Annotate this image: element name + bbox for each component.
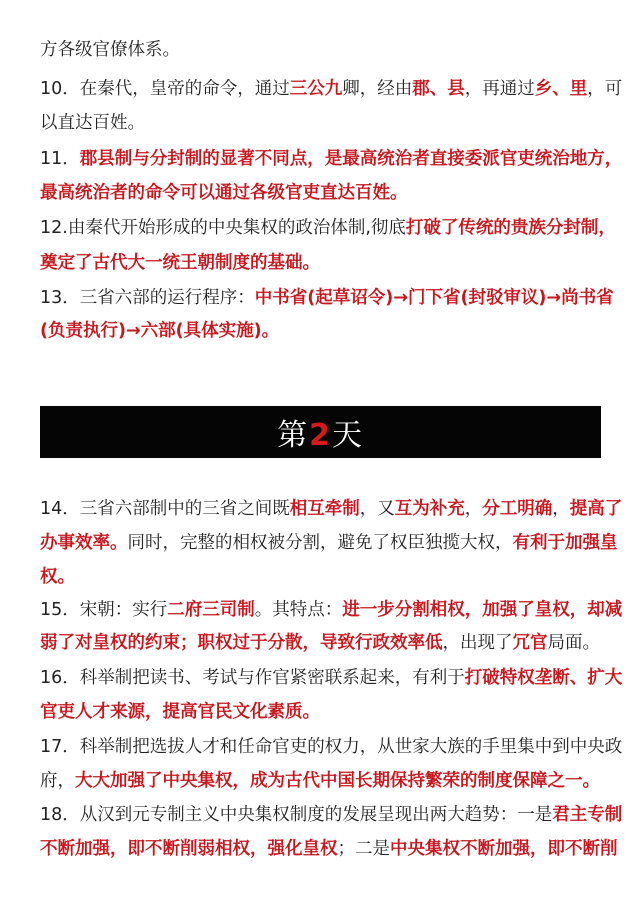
text-run: 13．三省六部的运行程序： (40, 288, 255, 308)
day-banner (40, 406, 601, 458)
highlight-text: 打破特权垄断、扩大 (464, 668, 623, 688)
item-16-line-2 (40, 701, 605, 723)
highlight-text: 大大加强了中央集权，成为古代中国长期保持繁荣的制度保障之一。 (75, 771, 600, 791)
text-run: 10．在秦代，皇帝的命令，通过 (40, 79, 290, 99)
highlight-text: 最高统治者的命令可以通过各级官吏直达百姓。 (40, 183, 408, 203)
item-15-line-2 (40, 632, 605, 654)
highlight-text: 冗官 (512, 633, 548, 653)
highlight-text: 中央集权不断加强，即不断削 (390, 839, 618, 859)
item-18-line-1 (40, 804, 623, 826)
highlight-text: 官吏人才来源，提高官民文化素质。 (40, 702, 320, 722)
highlight-text: 打破了传统的贵族分封制， (405, 218, 616, 238)
highlight-text: 提高了 (569, 499, 623, 519)
text-run: 17．科举制把选拔人才和任命官吏的权力，从世家大族的手里集中到中央政 (40, 737, 623, 757)
highlight-text: (负责执行)→六部(具体实施)。 (40, 321, 280, 341)
text-run: 局面。 (547, 633, 600, 653)
highlight-text: 进一步分割相权，加强了皇权，却减 (342, 600, 623, 620)
highlight-text: 分工明确 (482, 499, 553, 519)
text-run: 15．宋朝：实行 (40, 600, 168, 620)
item-14-line-2 (40, 532, 618, 554)
item-13-line-1 (40, 287, 614, 309)
text-run: ；二是 (337, 839, 390, 859)
highlight-text: 办事效率。 (40, 533, 128, 553)
highlight-text: 中书省(起草诏令)→门下省(封驳审议)→尚书省 (254, 288, 614, 308)
text-run: 卿，经由 (342, 79, 413, 99)
highlight-text: 郡县制与分封制的显著不同点，是最高统治者直接委派官吏统治地方， (79, 149, 623, 169)
highlight-text: 二府三司制 (167, 600, 255, 620)
text-run: 14．三省六部制中的三省之间既 (40, 499, 290, 519)
text-run: ，再通过 (464, 79, 535, 99)
item-18-line-2 (40, 838, 618, 860)
highlight-text: 奠定了古代大一统王朝制度的基础。 (40, 253, 320, 273)
day-number: 2 (309, 418, 332, 453)
item-11-line-1 (40, 148, 623, 170)
day-prefix: 第 (277, 418, 310, 453)
text-run: 11． (40, 149, 80, 169)
highlight-text: 相互牵制 (289, 499, 360, 519)
text-line (40, 39, 605, 61)
day-heading (277, 410, 364, 454)
text-run: ，又 (359, 499, 395, 519)
item-17-line-2 (40, 770, 605, 792)
item-12-line-2 (40, 252, 605, 274)
text-run: 18．从汉到元专制主义中央集权制度的发展呈现出两大趋势：一是 (40, 805, 553, 825)
text-run: 方各级官僚体系。 (40, 40, 180, 60)
text-run: 。其特点： (254, 600, 343, 620)
day-suffix: 天 (331, 418, 364, 453)
text-run: 府， (40, 771, 75, 791)
text-run: ，可 (587, 79, 623, 99)
highlight-text: 君主专制 (552, 805, 623, 825)
text-run: ，出现了 (442, 633, 513, 653)
item-11-line-2 (40, 182, 605, 204)
highlight-text: 有利于加强皇 (512, 533, 618, 553)
highlight-text: 郡、县 (412, 79, 465, 99)
item-16-line-1 (40, 667, 623, 689)
text-run: 16．科举制把读书、考试与作官紧密联系起来，有利于 (40, 668, 465, 688)
item-10-line-1 (40, 78, 623, 100)
highlight-text: 不断加强，即不断削弱相权，强化皇权 (40, 839, 338, 859)
item-15-line-1 (40, 599, 623, 621)
text-run: 12.由秦代开始形成的中央集权的政治体制,彻底 (40, 218, 406, 238)
highlight-text: 乡、里 (534, 79, 588, 99)
text-run: 同时，完整的相权被分割，避免了权臣独揽大权， (127, 533, 513, 553)
item-14-line-1 (40, 498, 623, 520)
item-12-line-1 (40, 217, 616, 239)
highlight-text: 权。 (40, 567, 75, 587)
text-run: ， (464, 499, 483, 519)
item-17-line-1 (40, 736, 623, 758)
item-14-line-3 (40, 566, 605, 588)
highlight-text: 三公九 (289, 79, 343, 99)
highlight-text: 弱了对皇权的约束；职权过于分散，导致行政效率低 (40, 633, 443, 653)
text-run: ， (552, 499, 570, 519)
text-run: 以直达百姓。 (40, 113, 145, 133)
highlight-text: 互为补充 (394, 499, 465, 519)
item-13-line-2 (40, 320, 605, 342)
item-10-line-2 (40, 112, 605, 134)
